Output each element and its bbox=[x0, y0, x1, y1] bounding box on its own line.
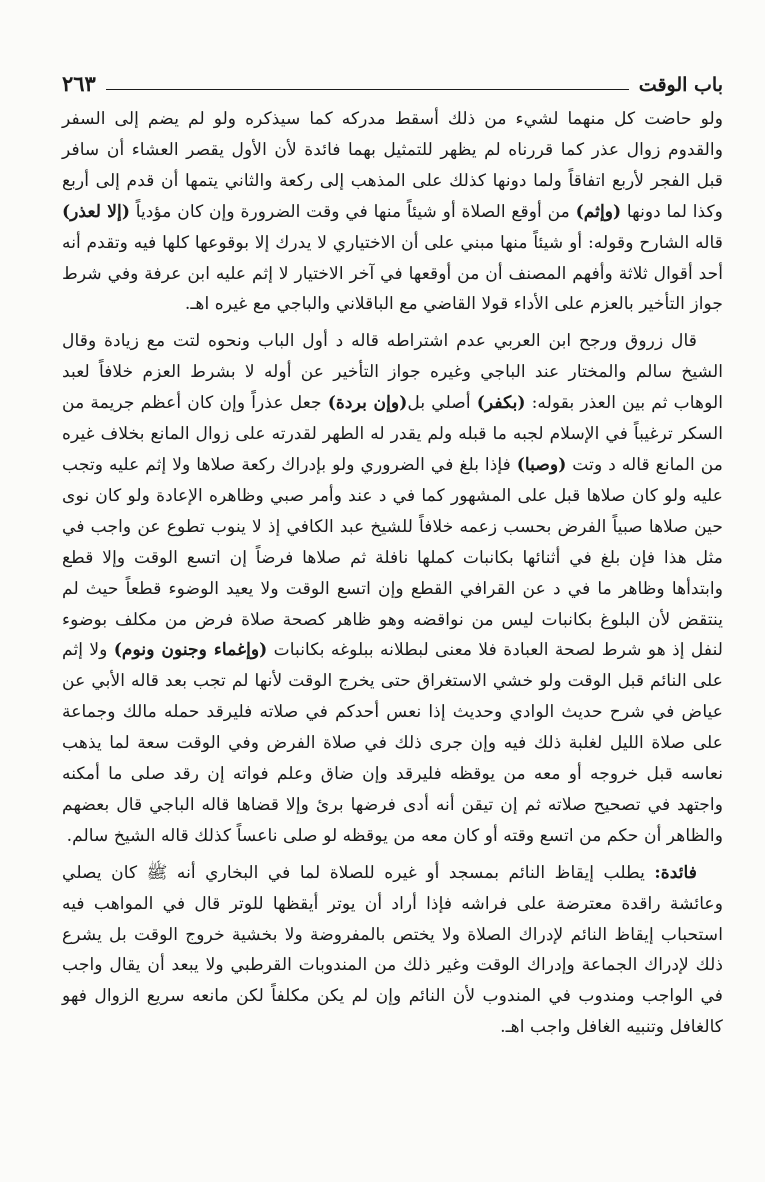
chapter-title: باب الوقت bbox=[638, 74, 723, 96]
paragraph-2 bbox=[62, 326, 723, 851]
body-text bbox=[62, 104, 723, 1043]
note-label: فائدة: bbox=[654, 862, 697, 883]
header-rule bbox=[106, 89, 629, 90]
text-run: قاله الشارح وقوله: أو شيئاً منها مبني على أن الاختياري لا يدرك إلا بوقوعها كلها فيه وتقدم أنه أحد أقوال ثلاثة وأفهم المصنف أن من أوقعها في آخر الاختيار لا إثم عليه ابن عرفة وفي شرط جواز التأخير بالعزم على الأداء قولا القاضي مع الباقلاني والباجي مع غيره اهـ. bbox=[62, 232, 723, 315]
paragraph-1 bbox=[62, 104, 723, 320]
bold-term: (وصبا) bbox=[516, 454, 567, 475]
bold-term: (وإثم) bbox=[575, 201, 622, 222]
bold-term: (وإن بردة) bbox=[327, 393, 408, 414]
running-header bbox=[62, 52, 723, 96]
text-run: فإذا بلغ في الضروري ولو بإدراك ركعة صلاها ولا إثم عليه وتجب عليه ولو كان صلاها قبل على المشهور كما في د عند وأمر صبي وظاهره الإعادة ولو كان نوى حين صلاها صبياً الفرض بحسب زعمه خلافاً للشيخ عبد الكافي إذ لا ينوب تطوع عن واجب في مثل هذا فإن بلغ في أثنائها بكانبات كملها نافلة ثم صلاها فرضاً إن اتسع الوقت وإلا قطع وابتدأها وظاهر ما في د عن القرافي القطع وإن اتسع الوقت ولا يعيد الوضوء قطعاً حيث لم ينتقض لأن البلوغ بكانبات ليس من نواقضه وهو ظاهر كصحة صلاة فرض من مكلف بوضوء لنفل إذ هو شرط لصحة العبادة فلا معنى لبطلانه ببلوغه بكانبات bbox=[62, 454, 723, 661]
page-number: ٢٦٣ bbox=[62, 71, 96, 96]
bold-term: (بكفر) bbox=[476, 393, 526, 414]
text-run: قال زروق ورجح ابن العربي عدم اشتراطه قاله د أول الباب ونحوه لتت مع زيادة وقال الشيخ سالم والمختار عند الباجي وغيره جواز التأخير عن أوله لا بشرط العزم خلافاً لعبد الوهاب ثم بين العذر بقوله: bbox=[62, 331, 723, 414]
text-run: من أوقع الصلاة أو شيئاً منها في وقت الضرورة وإن كان مؤدياً bbox=[129, 201, 576, 222]
text-run: جعل عذراً وإن كان أعظم جريمة من السكر ترغيباً في الإسلام لجبه ما قبله ولم يقدر له الطهر لقدرته على زوال المانع بخلاف غيره من المانع قاله د وتت bbox=[62, 393, 723, 475]
text-run: ولا إثم على النائم قبل الوقت ولو خشي الاستغراق حتى يخرج الوقت لأنها لم تجب بعد قاله الأبي عن عياض في شرح حديث الوادي وحديث إذا نعس أحدكم في صلاته فليرقد حمله مالك وجماعة على صلاة الليل لغلبة ذلك فيه وإن جرى ذلك في صلاة الفرض وفي الوقت سعة لما يذهب نعاسه قبل خروجه أو معه من يوقظه فليرقد وإن ضاق وعلم فواته إن رقد صلى ما أمكنه واجتهد في تصحيح صلاته ثم إن تيقن أنه أدى فرضها برئ وإلا قضاها قاله الباجي قال بعضهم والظاهر أن حكم من اتسع وقته أو كان معه من يوقظه لو صلى ناعساً كذلك قاله الشيخ سالم. bbox=[62, 640, 723, 846]
bold-term: (إلا لعذر) bbox=[62, 201, 130, 222]
text-run: يطلب إيقاظ النائم بمسجد أو غيره للصلاة لما في البخاري أنه ﷺ كان يصلي وعائشة راقدة معترضة على فراشه فإذا أراد أن يوتر أيقظها للوتر قال في المواهب فيه استحباب إيقاظ النائم لإدراك الصلاة ولا يختص بالمفروضة ولا بخشية خروج الوقت بل يشرع ذلك لإدراك الجماعة وإدراك الوقت وغير ذلك من المندوبات القرطبي ولا يبعد أن يقال واجب في الواجب ومندوب في المندوب لأن النائم وإن لم يكن مكلفاً لكن مانعه سريع الزوال فهو كالغافل وتنبيه الغافل واجب اهـ. bbox=[62, 862, 723, 1038]
text-run: أصلي بل bbox=[407, 393, 477, 414]
bold-term: (وإغماء وجنون ونوم) bbox=[113, 640, 268, 661]
paragraph-3 bbox=[62, 858, 723, 1043]
text-run: ولو حاضت كل منهما لشيء من ذلك أسقط مدركه كما سيذكره ولو لم يضم إلى السفر والقدوم زوال عذر كما قررناه لم يظهر للتمثيل بهما فائدة لأن الأول يقصر العشاء أن سافر قبل الفجر لأربع اتفاقاً ولما دونها كذلك على المذهب إلى ركعة والثاني يتمها أن قدم إلى أربع وكذا لما دونها bbox=[62, 109, 723, 222]
